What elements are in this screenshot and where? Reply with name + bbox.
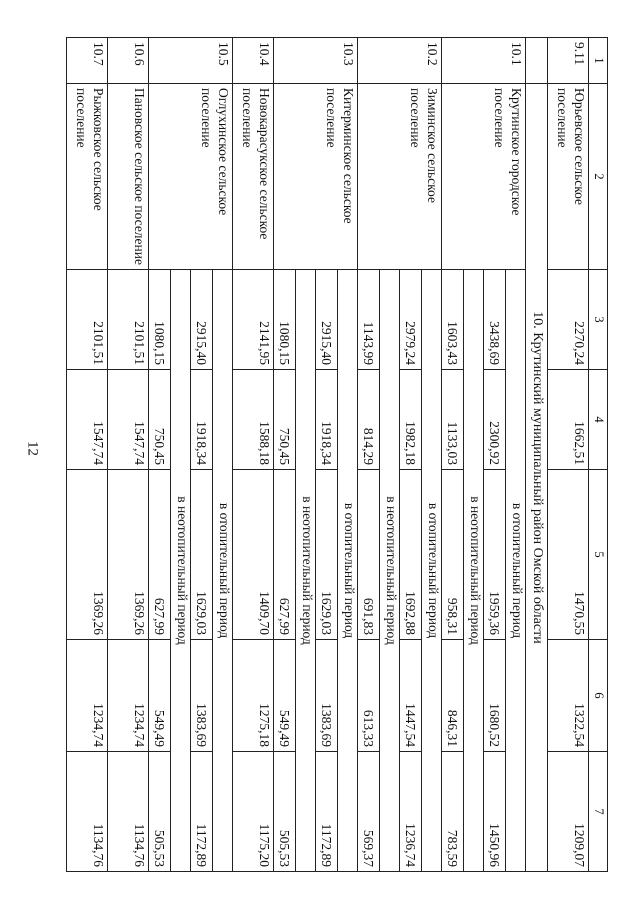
period-heating-label: в отопительный период bbox=[338, 270, 358, 872]
row-code: 10.3 bbox=[274, 38, 358, 84]
value-cell: 2915,40 bbox=[191, 270, 213, 370]
value-cell: 1918,34 bbox=[316, 370, 338, 470]
row-code: 10.1 bbox=[442, 38, 526, 84]
value-cell: 846,31 bbox=[442, 640, 464, 752]
value-cell: 1275,18 bbox=[233, 640, 274, 752]
value-cell: 1383,69 bbox=[191, 640, 213, 752]
row-name: Крутинское городское поселение bbox=[442, 84, 526, 270]
value-cell: 1175,20 bbox=[233, 752, 274, 872]
value-cell: 1692,88 bbox=[400, 470, 422, 640]
value-cell: 750,45 bbox=[149, 370, 171, 470]
header-cell: 6 bbox=[589, 640, 608, 752]
value-cell: 3438,69 bbox=[484, 270, 506, 370]
value-cell: 1134,76 bbox=[67, 752, 108, 872]
value-cell: 627,99 bbox=[274, 470, 296, 640]
period-heating-label: в отопительный период bbox=[422, 270, 442, 872]
value-cell: 1369,26 bbox=[108, 470, 149, 640]
row-code: 10.4 bbox=[233, 38, 274, 84]
value-cell: 1662,51 bbox=[548, 370, 589, 470]
value-cell: 2915,40 bbox=[316, 270, 338, 370]
header-cell: 7 bbox=[589, 752, 608, 872]
header-cell: 5 bbox=[589, 470, 608, 640]
value-cell: 1680,52 bbox=[484, 640, 506, 752]
row-code: 10.2 bbox=[358, 38, 442, 84]
header-cell: 1 bbox=[589, 38, 608, 84]
value-cell: 1134,76 bbox=[108, 752, 149, 872]
value-cell: 505,53 bbox=[149, 752, 171, 872]
period-row bbox=[213, 38, 233, 872]
value-cell: 1450,96 bbox=[484, 752, 506, 872]
value-cell: 1603,43 bbox=[442, 270, 464, 370]
value-cell: 2300,92 bbox=[484, 370, 506, 470]
row-name: Зиминское сельское поселение bbox=[358, 84, 442, 270]
value-cell: 627,99 bbox=[149, 470, 171, 640]
period-heating-label: в отопительный период bbox=[213, 270, 233, 872]
value-cell: 613,33 bbox=[358, 640, 380, 752]
value-cell: 1369,26 bbox=[67, 470, 108, 640]
row-code: 10.6 bbox=[108, 38, 149, 84]
row-name: Китерминское сельское поселение bbox=[274, 84, 358, 270]
value-cell: 1172,89 bbox=[316, 752, 338, 872]
value-cell: 1080,15 bbox=[274, 270, 296, 370]
value-cell: 1133,03 bbox=[442, 370, 464, 470]
header-cell: 2 bbox=[589, 84, 608, 270]
value-cell: 814,29 bbox=[358, 370, 380, 470]
row-name: Оглухинское сельское поселение bbox=[149, 84, 233, 270]
value-cell: 1143,99 bbox=[358, 270, 380, 370]
value-cell: 2979,24 bbox=[400, 270, 422, 370]
period-row bbox=[422, 38, 442, 872]
row-code: 10.5 bbox=[149, 38, 233, 84]
period-nonheating-label: в неотопительный период bbox=[464, 270, 484, 872]
value-cell: 1322,54 bbox=[548, 640, 589, 752]
value-cell: 1982,18 bbox=[400, 370, 422, 470]
value-cell: 1236,74 bbox=[400, 752, 422, 872]
value-cell: 783,59 bbox=[442, 752, 464, 872]
row-name: Новокарасукское сельское поселение bbox=[233, 84, 274, 270]
value-cell: 2270,24 bbox=[548, 270, 589, 370]
value-cell: 1547,74 bbox=[67, 370, 108, 470]
row-code: 9.11 bbox=[548, 38, 589, 84]
period-heating-label: в отопительный период bbox=[506, 270, 526, 872]
value-cell: 1447,54 bbox=[400, 640, 422, 752]
value-cell: 691,83 bbox=[358, 470, 380, 640]
row-code: 10.7 bbox=[67, 38, 108, 84]
value-cell: 1629,03 bbox=[316, 470, 338, 640]
empty-cell bbox=[526, 38, 548, 84]
section-title: 10. Крутинский муниципальный район Омской области bbox=[526, 84, 548, 872]
value-cell: 1959,36 bbox=[484, 470, 506, 640]
section-row bbox=[526, 38, 548, 872]
table-row bbox=[108, 38, 149, 872]
period-nonheating-label: в неотопительный период bbox=[171, 270, 191, 872]
period-nonheating-label: в неотопительный период bbox=[380, 270, 400, 872]
page-number: 12 bbox=[24, 441, 41, 456]
value-cell: 1629,03 bbox=[191, 470, 213, 640]
value-cell: 549,49 bbox=[274, 640, 296, 752]
value-cell: 1383,69 bbox=[316, 640, 338, 752]
value-cell: 1409,70 bbox=[233, 470, 274, 640]
value-cell: 2101,51 bbox=[108, 270, 149, 370]
table-row bbox=[67, 38, 108, 872]
row-name: Пановское сельское поселение bbox=[108, 84, 149, 270]
header-row bbox=[589, 38, 608, 872]
value-cell: 1470,55 bbox=[548, 470, 589, 640]
table-row bbox=[548, 38, 589, 872]
value-cell: 1918,34 bbox=[191, 370, 213, 470]
value-cell: 750,45 bbox=[274, 370, 296, 470]
period-row bbox=[338, 38, 358, 872]
value-cell: 1547,74 bbox=[108, 370, 149, 470]
value-cell: 549,49 bbox=[149, 640, 171, 752]
value-cell: 1080,15 bbox=[149, 270, 171, 370]
header-cell: 4 bbox=[589, 370, 608, 470]
value-cell: 1234,74 bbox=[67, 640, 108, 752]
value-cell: 2141,95 bbox=[233, 270, 274, 370]
rotated-sheet bbox=[60, 37, 608, 871]
tariff-table-container bbox=[60, 37, 608, 871]
tariff-table bbox=[66, 37, 608, 872]
value-cell: 1209,07 bbox=[548, 752, 589, 872]
value-cell: 1234,74 bbox=[108, 640, 149, 752]
row-name: Рыжковское сельское поселение bbox=[67, 84, 108, 270]
value-cell: 569,37 bbox=[358, 752, 380, 872]
header-cell: 3 bbox=[589, 270, 608, 370]
row-name: Юрьевское сельское поселение bbox=[548, 84, 589, 270]
period-row bbox=[506, 38, 526, 872]
table-row bbox=[233, 38, 274, 872]
value-cell: 2101,51 bbox=[67, 270, 108, 370]
value-cell: 1172,89 bbox=[191, 752, 213, 872]
value-cell: 1588,18 bbox=[233, 370, 274, 470]
value-cell: 958,31 bbox=[442, 470, 464, 640]
period-nonheating-label: в неотопительный период bbox=[296, 270, 316, 872]
value-cell: 505,53 bbox=[274, 752, 296, 872]
